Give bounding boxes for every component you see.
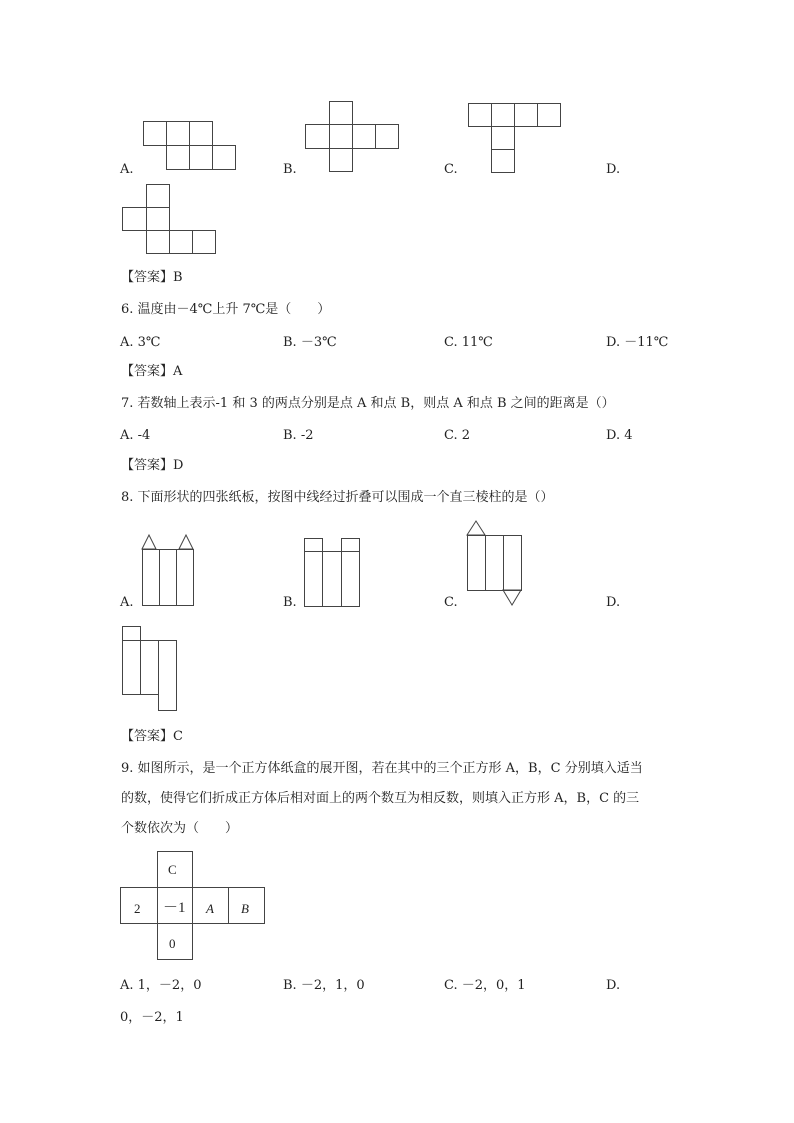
- q9-option-a: A. 1，－2，0: [120, 978, 202, 993]
- q8-figure-b: [303, 537, 365, 609]
- q8-option-d: D.: [606, 595, 621, 610]
- q9-question-line1: 9. 如图所示，是一个正方体纸盒的展开图，若在其中的三个正方形 A，B，C 分别填入适当: [121, 761, 643, 776]
- q6-option-c: C. 11℃: [444, 335, 493, 350]
- q8-answer: 【答案】C: [121, 729, 183, 744]
- q5-option-d: D.: [606, 162, 621, 177]
- q9-option-b: B. －2，1，0: [283, 978, 365, 993]
- q8-option-b: B.: [283, 595, 297, 610]
- q5-answer: 【答案】B: [121, 270, 183, 285]
- q9-label-0: 0: [169, 936, 176, 951]
- q5-figure-a: [143, 121, 238, 171]
- q5-option-c: C.: [444, 162, 458, 177]
- q7-option-a: A. -4: [120, 428, 151, 443]
- q9-option-d: D.: [606, 978, 621, 993]
- q7-option-c: C. 2: [444, 428, 471, 443]
- q7-option-d: D. 4: [606, 428, 633, 443]
- q9-label-a: A: [206, 901, 214, 916]
- q7-answer: 【答案】D: [121, 458, 184, 473]
- q9-option-c: C. －2，0，1: [444, 978, 526, 993]
- q5-figure-c: [468, 103, 563, 175]
- q9-label-2: 2: [134, 901, 141, 916]
- q5-figure-d: [122, 184, 217, 256]
- q8-figure-d: [121, 625, 181, 713]
- q9-question-line3: 个数依次为（ ）: [121, 821, 239, 836]
- q9-cube-net-figure: [119, 851, 269, 963]
- q9-label-minus-1: －1: [163, 900, 186, 916]
- q8-option-a: A.: [120, 595, 134, 610]
- q6-option-a: A. 3℃: [120, 335, 161, 350]
- q6-answer: 【答案】A: [121, 364, 183, 379]
- q6-option-b: B. －3℃: [283, 335, 337, 350]
- q8-option-c: C.: [444, 595, 458, 610]
- q6-question: 6. 温度由－4℃上升 7℃是（ ）: [121, 302, 331, 317]
- q9-label-c: C: [168, 862, 177, 877]
- q8-figure-a: [141, 534, 201, 608]
- q5-option-a: A.: [120, 162, 134, 177]
- q9-label-b: B: [241, 901, 249, 916]
- q8-figure-c: [466, 520, 526, 608]
- q5-figure-b: [305, 101, 400, 173]
- q8-question: 8. 下面形状的四张纸板，按图中线经过折叠可以围成一个直三棱柱的是（）: [121, 490, 554, 505]
- q7-question: 7. 若数轴上表示-1 和 3 的两点分别是点 A 和点 B，则点 A 和点 B 之间的距离是（）: [121, 396, 615, 411]
- q7-option-b: B. -2: [283, 428, 314, 443]
- q9-question-line2: 的数，使得它们折成正方体后相对面上的两个数互为相反数，则填入正方形 A，B，C 的三: [121, 791, 640, 806]
- q9-option-d-value: 0，－2，1: [120, 1010, 184, 1025]
- q5-option-b: B.: [283, 162, 297, 177]
- q6-option-d: D. －11℃: [606, 335, 669, 350]
